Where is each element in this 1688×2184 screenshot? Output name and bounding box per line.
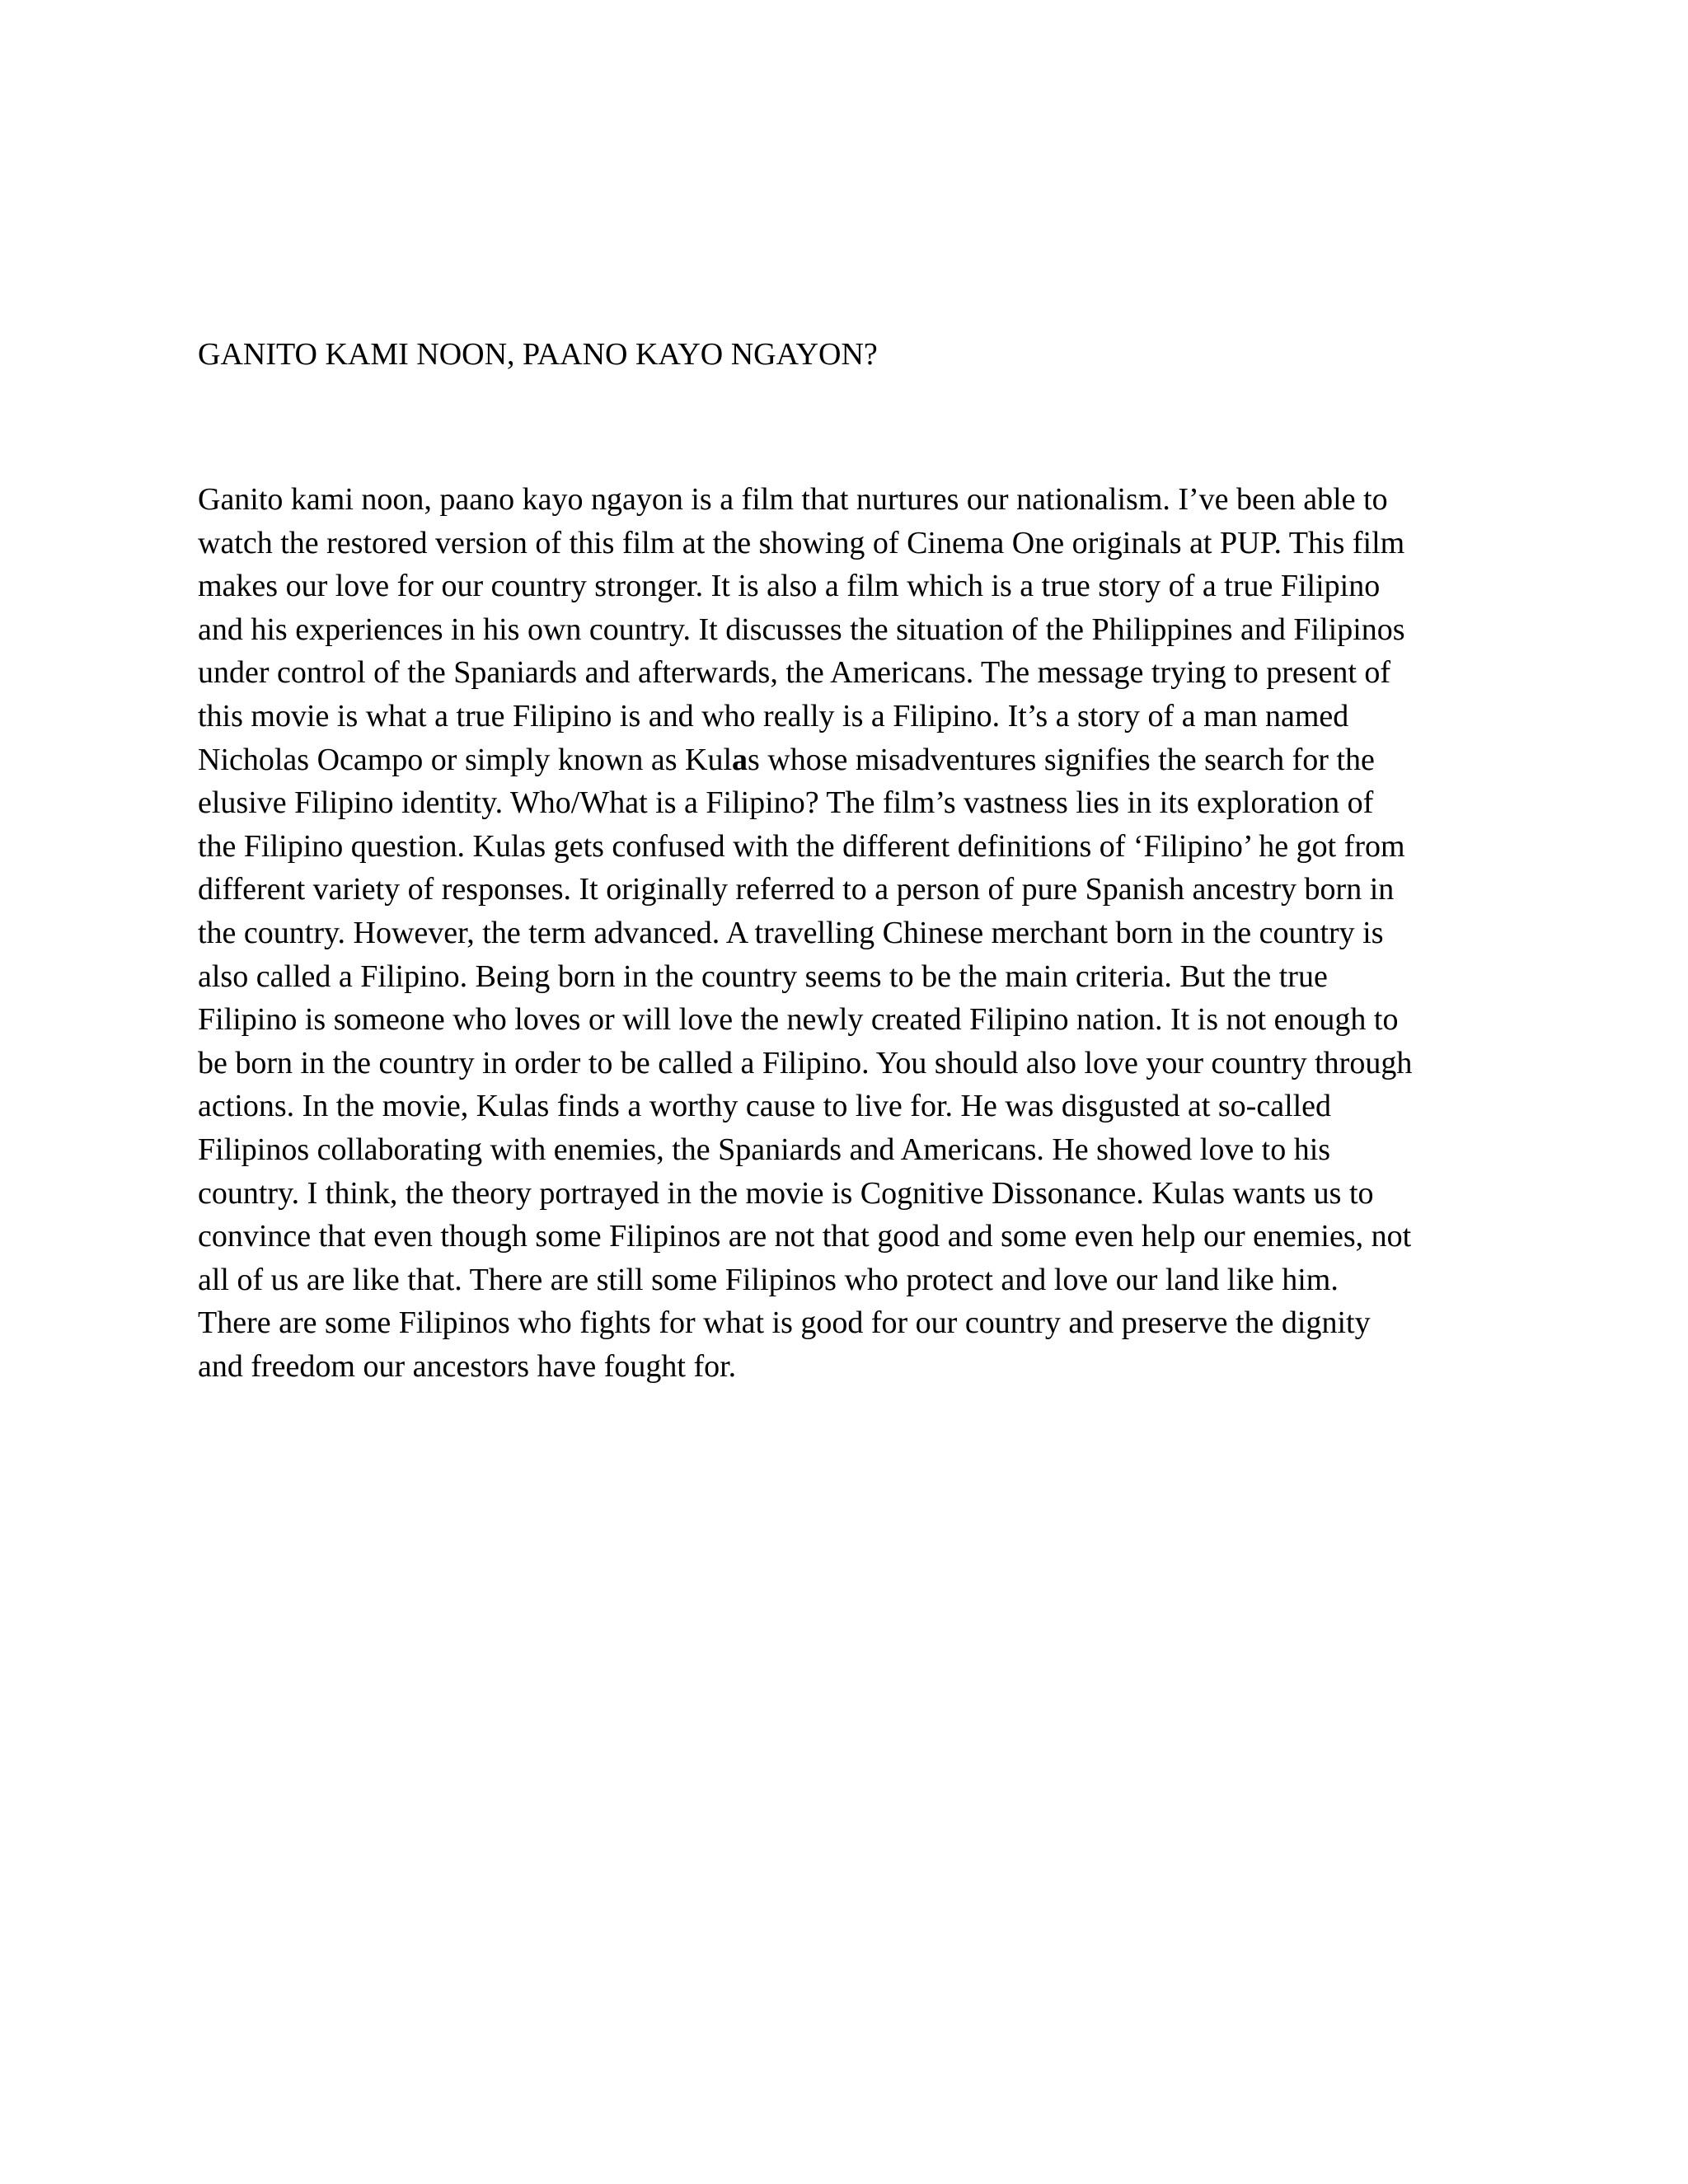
body-line: elusive Filipino identity. Who/What is a Filipino? The film’s vastness lies in its exploration of [198,785,1374,821]
body-line: Filipinos collaborating with enemies, the Spaniards and Americans. He showed love to his [198,1132,1331,1167]
body-line-segment: s whose misadventures signifies the search for the [748,742,1375,777]
document-title: GANITO KAMI NOON, PAANO KAYO NGAYON? [198,337,878,372]
body-line: the Filipino question. Kulas gets confused with the different definitions of ‘Filipino’ he got from [198,828,1405,864]
body-line-bold-segment: a [732,742,748,777]
body-line-segment: Nicholas Ocampo or simply known as Kul [198,742,733,777]
body-line: under control of the Spaniards and afterwards, the Americans. The message trying to present of [198,655,1391,691]
body-line: Ganito kami noon, paano kayo ngayon is a film that nurtures our nationalism. I’ve been able to [198,482,1388,517]
body-line: convince that even though some Filipinos are not that good and some even help our enemies, not [198,1219,1412,1254]
body-line: this movie is what a true Filipino is and who really is a Filipino. It’s a story of a man named [198,698,1349,733]
document-body [198,478,1517,1388]
body-line: the country. However, the term advanced. A travelling Chinese merchant born in the country is [198,915,1384,950]
body-line: all of us are like that. There are still some Filipinos who protect and love our land like him. [198,1262,1339,1297]
body-line [198,738,1517,782]
body-line: also called a Filipino. Being born in the country seems to be the main criteria. But the true [198,958,1328,994]
body-line: different variety of responses. It originally referred to a person of pure Spanish ancestry born in [198,872,1395,907]
body-line: makes our love for our country stronger. It is also a film which is a true story of a true Filipino [198,569,1381,604]
body-line: and his experiences in his own country. It discusses the situation of the Philippines and Filipinos [198,612,1405,647]
body-line: and freedom our ancestors have fought for. [198,1348,737,1384]
body-line: There are some Filipinos who fights for what is good for our country and preserve the dignity [198,1305,1371,1341]
body-line: be born in the country in order to be called a Filipino. You should also love your country through [198,1045,1413,1080]
body-line: watch the restored version of this film at the showing of Cinema One originals at PUP. This film [198,525,1405,560]
body-line: country. I think, the theory portrayed in the movie is Cognitive Dissonance. Kulas wants us to [198,1175,1374,1211]
body-line: Filipino is someone who loves or will love the newly created Filipino nation. It is not enough to [198,1002,1399,1038]
body-line: actions. In the movie, Kulas finds a worthy cause to live for. He was disgusted at so-called [198,1089,1332,1124]
